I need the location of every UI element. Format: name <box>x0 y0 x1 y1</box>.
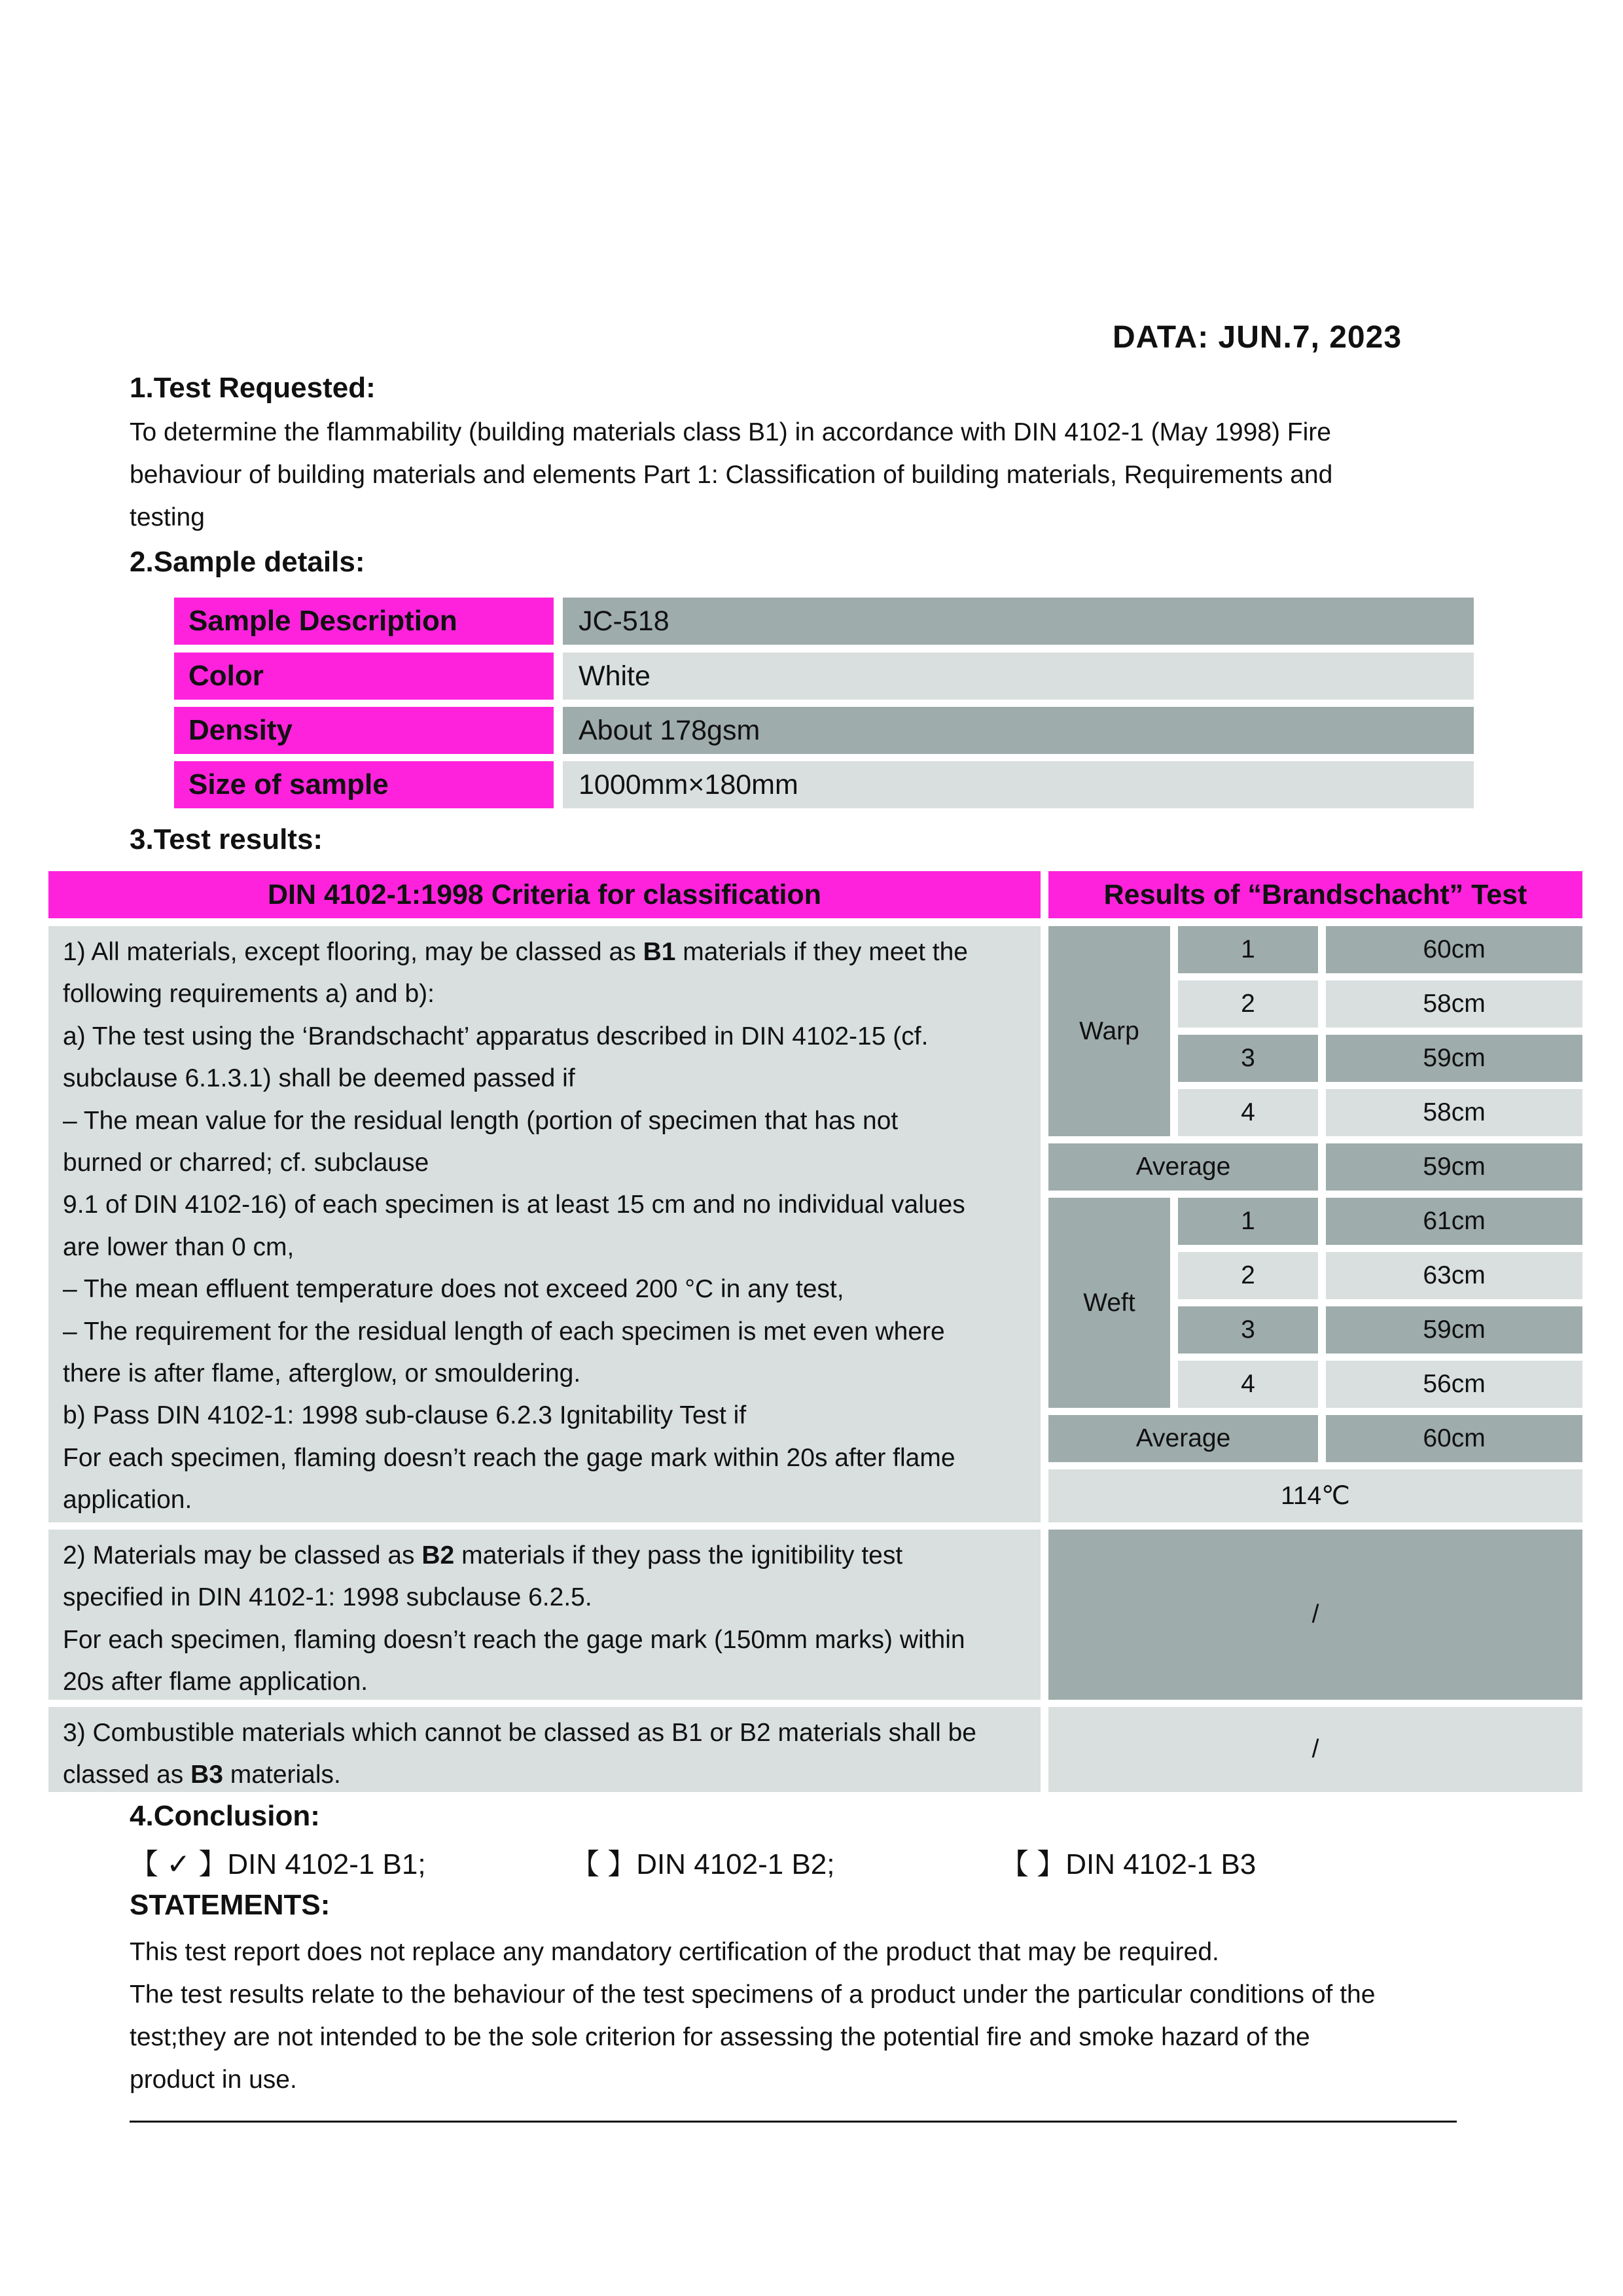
section-1-heading: 1.Test Requested: <box>130 372 376 404</box>
weft-value: 56cm <box>1326 1361 1582 1408</box>
warp-value: 60cm <box>1326 926 1582 973</box>
criteria-b3: 3) Combustible materials which cannot be classed as B1 or B2 materials shall be classed as B3 materials. <box>48 1707 1041 1792</box>
sample-label: Size of sample <box>174 761 554 808</box>
result-b3: / <box>1048 1707 1582 1792</box>
weft-value: 61cm <box>1326 1198 1582 1245</box>
statement-line: product in use. <box>130 2066 297 2094</box>
criteria-b1: 1) All materials, except flooring, may be classed as B1 materials if they meet the following requirements a) and b): a) The test using the ‘Brandschacht’ apparatus described in DIN 4102-15 (cf. subclause 6.1.3.1) shall be deemed passed if – The mean value for the residual length (portion of specimen that has not burned or charred; cf. subclause 9.1 of DIN 4102-16) of each specimen is at least 15 cm and no individual values are lower than 0 cm, – The mean effluent temperature does not exceed 200 °C in any test, – The requirement for the residual length of each specimen is met even where there is after flame, afterglow, or smouldering. b) Pass DIN 4102-1: 1998 sub-clause 6.2.3 Ignitability Test if For each specimen, flaming doesn’t reach the gage mark within 20s after flame application. <box>48 926 1041 1522</box>
section-3-heading: 3.Test results: <box>130 823 323 855</box>
results-header: Results of “Brandschacht” Test <box>1048 871 1582 918</box>
warp-index: 4 <box>1178 1089 1318 1136</box>
warp-average-label: Average <box>1048 1143 1318 1191</box>
warp-value: 58cm <box>1326 1089 1582 1136</box>
criteria-header: DIN 4102-1:1998 Criteria for classification <box>48 871 1041 918</box>
warp-label: Warp <box>1048 926 1170 1136</box>
statement-line: test;they are not intended to be the sole criterion for assessing the potential fire and smoke hazard of the <box>130 2023 1310 2051</box>
criteria-b2: 2) Materials may be classed as B2 materials if they pass the ignitibility test specified in DIN 4102-1: 1998 subclause 6.2.5. For each specimen, flaming doesn’t reach the gage mark (150mm marks) within 20s after flame application. <box>48 1530 1041 1700</box>
weft-index: 3 <box>1178 1306 1318 1354</box>
statement-line: The test results relate to the behaviour of the test specimens of a product under the particular conditions of the <box>130 1981 1376 2009</box>
section-1-line: testing <box>130 503 205 531</box>
conclusion-option-b2: 【 】DIN 4102-1 B2; <box>571 1848 835 1880</box>
weft-average-value: 60cm <box>1326 1415 1582 1462</box>
weft-label: Weft <box>1048 1198 1170 1408</box>
weft-index: 2 <box>1178 1252 1318 1299</box>
statement-line: This test report does not replace any mandatory certification of the product that may be required. <box>130 1938 1219 1966</box>
section-1-line: behaviour of building materials and elements Part 1: Classification of building materials, Requirements and <box>130 461 1333 489</box>
section-1-line: To determine the flammability (building materials class B1) in accordance with DIN 4102-1 (May 1998) Fire <box>130 418 1331 446</box>
warp-value: 59cm <box>1326 1035 1582 1082</box>
section-1-text <box>130 411 1332 539</box>
weft-index: 4 <box>1178 1361 1318 1408</box>
warp-index: 3 <box>1178 1035 1318 1082</box>
warp-value: 58cm <box>1326 980 1582 1028</box>
sample-value: White <box>563 653 1474 700</box>
effluent-temperature: 114℃ <box>1048 1469 1582 1522</box>
report-date: DATA: JUN.7, 2023 <box>1113 320 1402 355</box>
warp-index: 1 <box>1178 926 1318 973</box>
footer-divider <box>130 2121 1457 2123</box>
sample-value: JC-518 <box>563 598 1474 645</box>
sample-value: About 178gsm <box>563 707 1474 754</box>
conclusion-option-b3: 【 】DIN 4102-1 B3 <box>1000 1848 1257 1880</box>
sample-label: Density <box>174 707 554 754</box>
sample-label: Sample Description <box>174 598 554 645</box>
weft-index: 1 <box>1178 1198 1318 1245</box>
weft-value: 59cm <box>1326 1306 1582 1354</box>
statements-heading: STATEMENTS: <box>130 1889 330 1921</box>
weft-value: 63cm <box>1326 1252 1582 1299</box>
conclusion-option-b1: 【 ✓ 】DIN 4102-1 B1; <box>130 1848 426 1880</box>
sample-value: 1000mm×180mm <box>563 761 1474 808</box>
statements-text <box>130 1931 1375 2101</box>
warp-index: 2 <box>1178 980 1318 1028</box>
result-b2: / <box>1048 1530 1582 1700</box>
warp-average-value: 59cm <box>1326 1143 1582 1191</box>
sample-label: Color <box>174 653 554 700</box>
section-2-heading: 2.Sample details: <box>130 546 365 578</box>
section-4-heading: 4.Conclusion: <box>130 1800 320 1832</box>
weft-average-label: Average <box>1048 1415 1318 1462</box>
